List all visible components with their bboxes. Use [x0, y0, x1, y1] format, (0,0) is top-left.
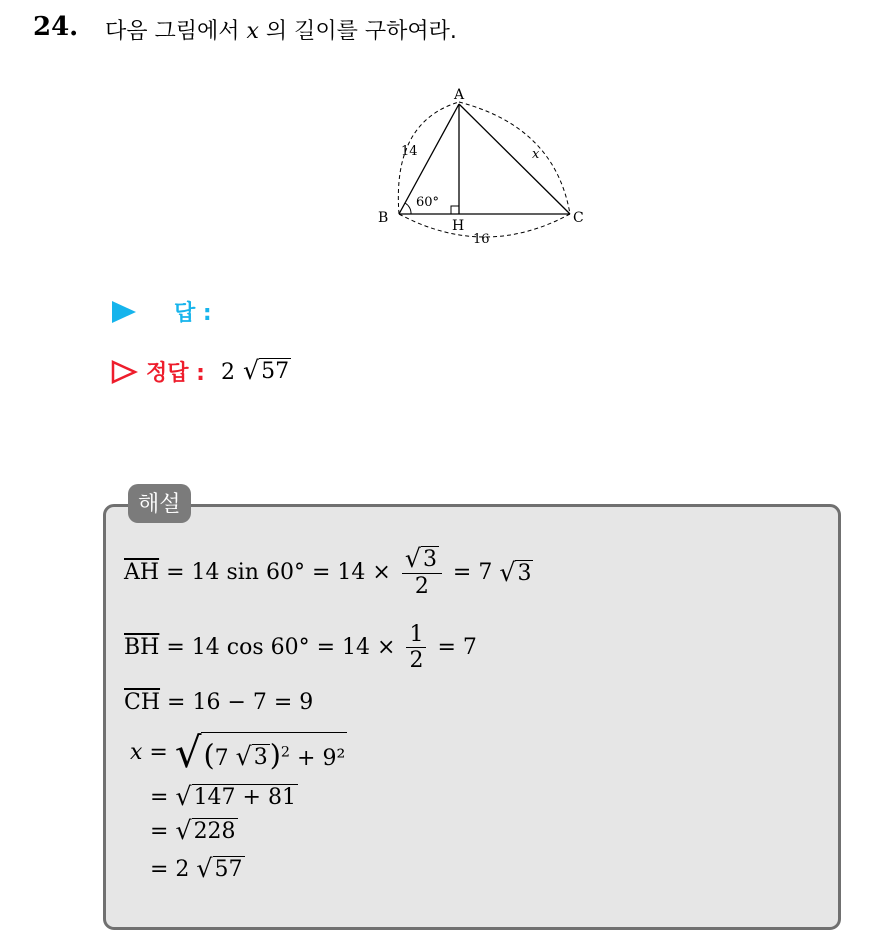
- correct-answer-row: [110, 356, 291, 387]
- point-h-label: H: [452, 218, 465, 234]
- side-ab-length: 14: [401, 144, 418, 159]
- correct-answer-label: 정답 :: [146, 361, 205, 386]
- correct-answer-coef: 2: [220, 360, 235, 385]
- answer-label: 답 :: [174, 301, 212, 326]
- solution-line-1: $\overline{AH}$ = 14 sin 60° = 14 × √ 3 2 = 7 √ 3: [124, 544, 532, 600]
- solution-tag: 해설: [128, 484, 191, 523]
- question-text-before: 다음 그림에서: [105, 19, 247, 44]
- point-a-label: A: [454, 87, 465, 103]
- question-variable: x: [246, 19, 259, 44]
- angle-arc-b: [405, 203, 411, 214]
- correct-answer-radicand: 57: [261, 359, 290, 384]
- solution-line-2: $\overline{BH}$ = 14 cos 60° = 14 × $\frac{1}{2}$ = 7: [124, 622, 477, 674]
- question-text-after: 의 길이를 구하여라.: [258, 19, 457, 44]
- side-ac-variable: x: [532, 147, 540, 162]
- angle-b-label: 60°: [416, 195, 440, 210]
- answer-input-row: [110, 296, 212, 327]
- side-bc-length: 16: [473, 232, 490, 247]
- solution-line-6: = √ 228: [150, 816, 236, 845]
- question-text: [105, 14, 457, 45]
- question-number: 24.: [33, 12, 79, 42]
- outline-triangle-icon: [110, 359, 138, 385]
- solution-line-3: $\overline{CH}$ = 16 − 7 = 9: [124, 690, 314, 715]
- solution-line-4: x = √ (7 √ 3 )$^2$ + 9²: [130, 728, 346, 777]
- right-angle-mark: [451, 206, 459, 214]
- correct-answer-value: 2 √ 57: [220, 356, 290, 385]
- side-ac: [459, 104, 570, 214]
- solution-line-7: = 2 √ 57: [150, 854, 243, 883]
- triangle-figure: [370, 82, 590, 254]
- point-b-label: B: [378, 210, 389, 226]
- solution-line-5: = √ 147 + 81: [150, 782, 296, 811]
- filled-triangle-icon: [110, 299, 138, 325]
- point-c-label: C: [573, 210, 584, 226]
